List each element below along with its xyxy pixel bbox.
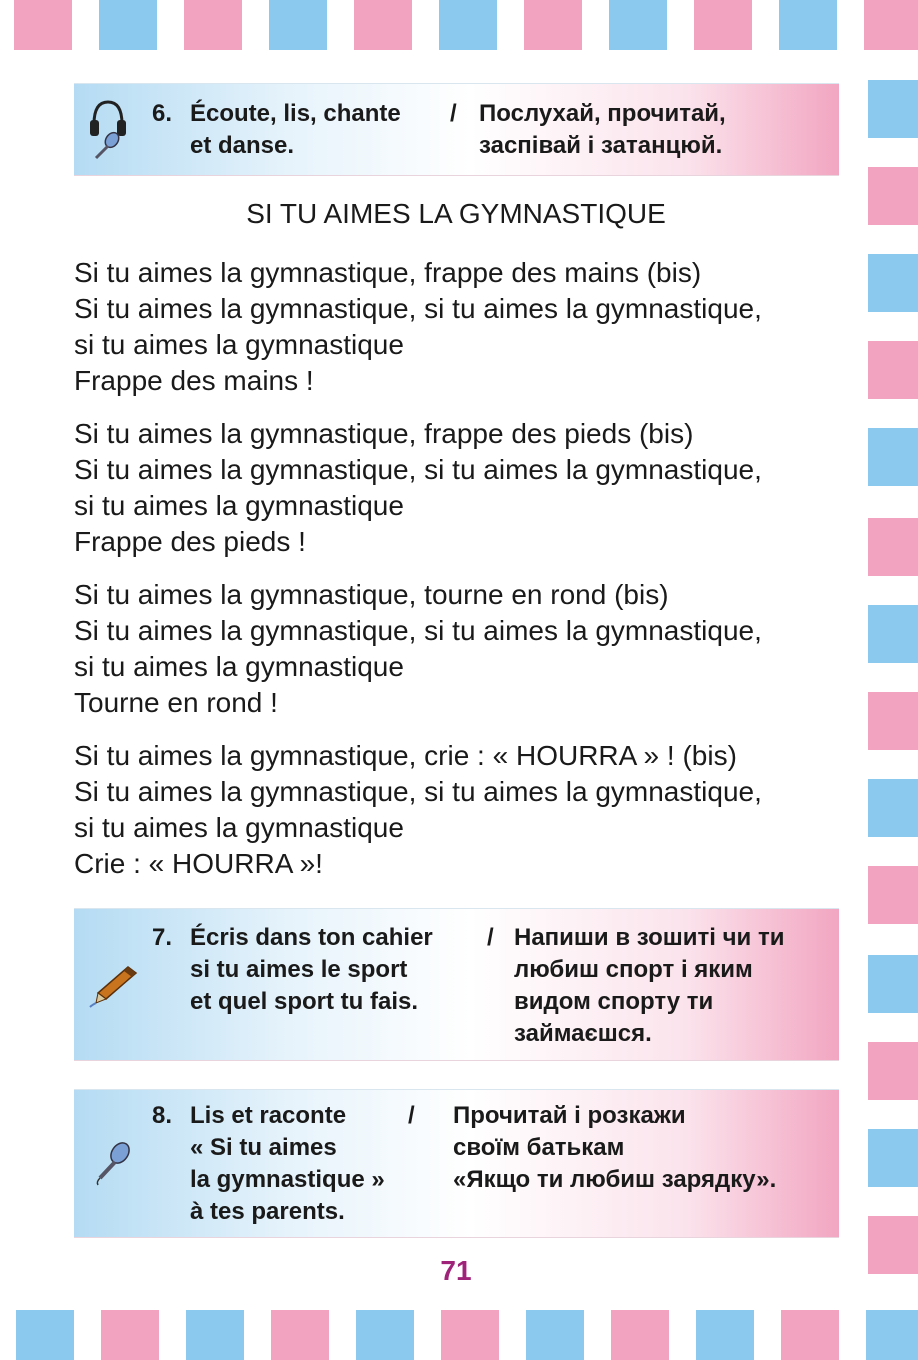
border-square — [186, 1310, 244, 1360]
border-square — [524, 0, 582, 50]
task-6-box — [74, 83, 839, 176]
border-square — [864, 0, 918, 50]
lyric-line: si tu aimes la gymnastique — [74, 651, 404, 682]
instruction-line: Écris dans ton cahier — [190, 924, 433, 951]
border-square — [868, 1129, 918, 1187]
border-square — [868, 605, 918, 663]
border-square — [696, 1310, 754, 1360]
border-square — [868, 80, 918, 138]
instruction-line: si tu aimes le sport — [190, 956, 408, 983]
instruction-line: Прочитай і розкажи — [453, 1102, 686, 1129]
instruction-line: et danse. — [190, 132, 295, 159]
instruction-line: любиш спорт і яким — [514, 956, 753, 983]
instruction-line: Послухай, прочитай, — [479, 100, 726, 127]
lyric-line: si tu aimes la gymnastique — [74, 812, 404, 843]
stanza — [74, 577, 762, 721]
separator: / — [450, 100, 457, 127]
stanza — [74, 416, 762, 560]
lyric-line: Si tu aimes la gymnastique, si tu aimes la gymnastique, — [74, 454, 762, 485]
border-square — [611, 1310, 669, 1360]
border-square — [354, 0, 412, 50]
instruction-line: à tes parents. — [190, 1198, 345, 1225]
task-instruction-fr — [190, 922, 433, 1018]
border-square — [868, 866, 918, 924]
instruction-line: Lis et raconte — [190, 1102, 347, 1129]
lyric-line: si tu aimes la gymnastique — [74, 329, 404, 360]
instruction-line: «Якщо ти любиш зарядку». — [453, 1166, 777, 1193]
stanza — [74, 255, 762, 399]
border-square — [271, 1310, 329, 1360]
task-7-box — [74, 908, 839, 1061]
lyric-line: Si tu aimes la gymnastique, frappe des mains (bis) — [74, 257, 702, 288]
border-square — [868, 518, 918, 576]
song-title: SI TU AIMES LA GYMNASTIQUE — [246, 198, 666, 229]
border-square — [868, 955, 918, 1013]
lyric-line: Frappe des mains ! — [74, 365, 314, 396]
instruction-line: la gymnastique » — [190, 1166, 385, 1193]
lyric-line: Crie : « HOURRA »! — [74, 848, 323, 879]
instruction-line: своїм батькам — [453, 1134, 625, 1161]
border-square — [609, 0, 667, 50]
lyric-line: Frappe des pieds ! — [74, 526, 306, 557]
instruction-line: видом спорту ти — [514, 988, 714, 1015]
border-square — [779, 0, 837, 50]
border-square — [868, 254, 918, 312]
task-number: 6. — [152, 100, 173, 127]
separator: / — [487, 924, 494, 951]
border-square — [184, 0, 242, 50]
border-square — [866, 1310, 918, 1360]
border-square — [441, 1310, 499, 1360]
lyric-line: Si tu aimes la gymnastique, si tu aimes la gymnastique, — [74, 293, 762, 324]
lyric-line: Si tu aimes la gymnastique, crie : « HOURRA » ! (bis) — [74, 740, 737, 771]
border-square — [868, 779, 918, 837]
border-square — [99, 0, 157, 50]
instruction-line: заспівай і затанцюй. — [479, 132, 723, 159]
border-square — [14, 0, 72, 50]
lyric-line: Si tu aimes la gymnastique, frappe des pieds (bis) — [74, 418, 694, 449]
task-8-box — [74, 1089, 839, 1238]
border-square — [868, 692, 918, 750]
task-number: 8. — [152, 1102, 173, 1129]
pen-icon — [88, 961, 140, 1014]
border-square — [101, 1310, 159, 1360]
instruction-line: займаєшся. — [514, 1020, 652, 1047]
border-square — [269, 0, 327, 50]
instruction-line: et quel sport tu fais. — [190, 988, 419, 1015]
lyric-line: Tourne en rond ! — [74, 687, 278, 718]
border-square — [868, 1042, 918, 1100]
border-square — [868, 341, 918, 399]
border-square — [526, 1310, 584, 1360]
task-instruction-fr — [190, 98, 401, 162]
border-square — [439, 0, 497, 50]
border-square — [868, 428, 918, 486]
instruction-line: « Si tu aimes — [190, 1134, 337, 1161]
task-instruction-fr — [190, 1100, 385, 1228]
separator: / — [408, 1102, 415, 1129]
microphone-icon — [94, 1140, 134, 1191]
task-instruction-ua — [514, 922, 784, 1050]
border-square — [356, 1310, 414, 1360]
headphones-microphone-icon — [88, 96, 128, 171]
border-square — [694, 0, 752, 50]
instruction-line: Напиши в зошиті чи ти — [514, 924, 785, 951]
page-number: 71 — [440, 1255, 472, 1286]
border-square — [781, 1310, 839, 1360]
lyric-line: si tu aimes la gymnastique — [74, 490, 404, 521]
task-instruction-ua — [453, 1100, 776, 1196]
task-instruction-ua — [479, 98, 726, 162]
lyric-line: Si tu aimes la gymnastique, si tu aimes la gymnastique, — [74, 615, 762, 646]
lyric-line: Si tu aimes la gymnastique, tourne en rond (bis) — [74, 579, 669, 610]
lyric-line: Si tu aimes la gymnastique, si tu aimes la gymnastique, — [74, 776, 762, 807]
instruction-line: Écoute, lis, chante — [190, 100, 401, 127]
task-number: 7. — [152, 924, 173, 951]
stanza — [74, 738, 762, 882]
border-square — [16, 1310, 74, 1360]
